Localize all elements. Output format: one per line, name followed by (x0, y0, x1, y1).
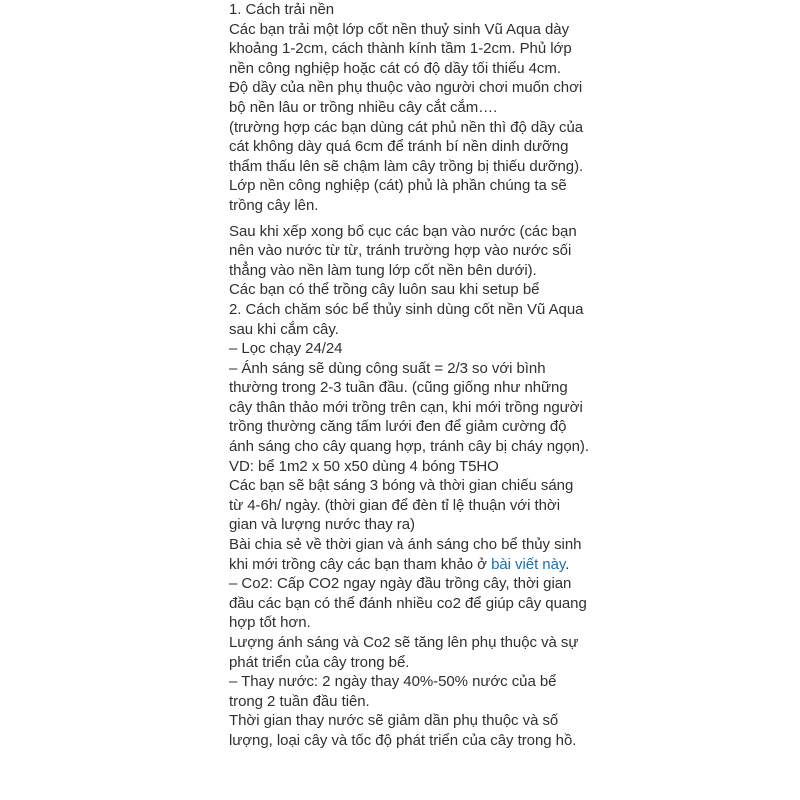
section-1-paragraph-sand-note: (trường hợp các bạn dùng cát phủ nền thì độ dầy của cát không dày quá 6cm để tránh bí nền dinh dưỡng thẩm thấu lên sẽ chậm làm cây trồng bị thiếu dưỡng). Lớp nền công nghiệp (cát) phủ là phần chúng ta sẽ trồng cây lên. (229, 118, 584, 214)
section-2-light-detail: Các bạn sẽ bật sáng 3 bóng và thời gian chiếu sáng từ 4-6h/ ngày. (thời gian để đèn tỉ lệ thuận với thời gian và lượng nước thay ra) (229, 477, 574, 534)
section-2-co2: – Co2: Cấp CO2 ngay ngày đầu trồng cây, thời gian đầu các bạn có thể đánh nhiều co2 để giúp cây quang hợp tốt hơn. (229, 575, 587, 632)
section-2-share (229, 535, 591, 574)
article-body (229, 0, 591, 751)
section-1-paragraph-depth: Độ dầy của nền phụ thuộc vào người chơi muốn chơi bộ nền lâu or trồng nhiều cây cắt cắm…. (229, 79, 583, 116)
section-2-heading: 2. Cách chăm sóc bể thủy sinh dùng cốt nền Vũ Aqua sau khi cắm cây. (229, 300, 584, 338)
section-2-share-end: . (565, 555, 570, 573)
section-1-paragraph-water: Sau khi xếp xong bố cục các bạn vào nước (các bạn nên vào nước từ từ, tránh trường hợp vào nước sối thẳng vào nền làm tung lớp cốt nền bên dưới). (229, 222, 577, 279)
section-2-co2-detail: Lượng ánh sáng và Co2 sẽ tăng lên phụ thuộc và sự phát triển của cây trong bể. (229, 634, 579, 671)
section-2-example: VD: bể 1m2 x 50 x50 dùng 4 bóng T5HO (229, 457, 499, 475)
section-2-water-detail: Thời gian thay nước sẽ giảm dần phụ thuộc và số lượng, loại cây và tốc độ phát triển của cây trong hồ. (229, 712, 577, 749)
section-1-paragraph-planting: Các bạn có thể trồng cây luôn sau khi setup bể (229, 281, 540, 299)
section-2-water-change: – Thay nước: 2 ngày thay 40%-50% nước của bể trong 2 tuần đầu tiên. (229, 673, 557, 710)
section-2-share-text: Bài chia sẻ về thời gian và ánh sáng cho bể thủy sinh khi mới trồng cây các bạn tham khảo ở (229, 536, 582, 573)
section-1-paragraph-substrate: Các bạn trải một lớp cốt nền thuỷ sinh Vũ Aqua dày khoảng 1-2cm, cách thành kính tầm 1-2cm. Phủ lớp nền công nghiệp hoặc cát có độ dầy tối thiểu 4cm. (229, 20, 572, 77)
section-2-filter: – Lọc chạy 24/24 (229, 340, 343, 358)
section-2-light: – Ánh sáng sẽ dùng công suất = 2/3 so với bình thường trong 2-3 tuần đầu. (cũng giống như những cây thân thảo mới trồng trên cạn, khi mới trồng người trồng thường căng tấm lưới đen để giảm cường độ ánh sáng cho cây quang hợp, tránh cây bị cháy ngọn). (229, 359, 589, 456)
article-link[interactable]: bài viết này (491, 555, 566, 573)
section-1-heading: 1. Cách trải nền (229, 1, 335, 18)
